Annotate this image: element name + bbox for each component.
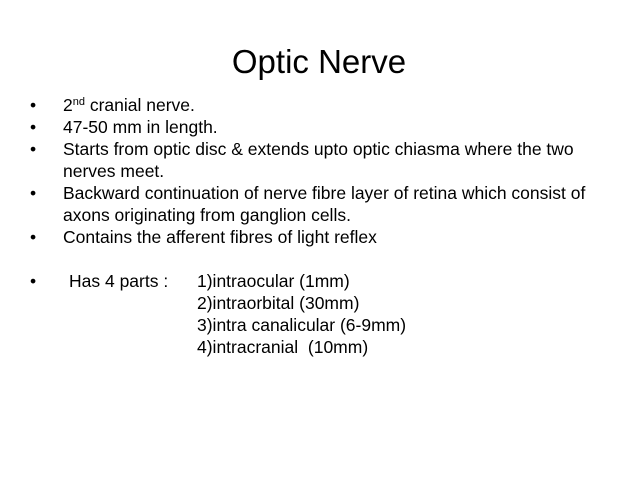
parts-list xyxy=(197,270,615,358)
part-item: 4)intracranial (10mm) xyxy=(197,337,369,357)
bullet-text: Contains the afferent fibres of light reflex xyxy=(63,227,377,247)
bullet-text-prefix: 2 xyxy=(63,95,73,115)
bullet-text: Backward continuation of nerve fibre layer of retina which consist of axons originating from ganglion cells. xyxy=(63,183,586,225)
spacer xyxy=(30,248,615,270)
list-item xyxy=(30,182,615,226)
bullet-icon: • xyxy=(30,227,37,247)
slide-title: Optic Nerve xyxy=(231,43,407,80)
part-item: 3)intra canalicular (6-9mm) xyxy=(197,315,407,335)
bullet-icon: • xyxy=(30,139,37,159)
bullet-list xyxy=(30,94,615,358)
part-item: 2)intraorbital (30mm) xyxy=(197,293,360,313)
bullet-text: Starts from optic disc & extends upto optic chiasma where the two nerves meet. xyxy=(63,139,574,181)
parts-row xyxy=(63,270,615,358)
ordinal-superscript: nd xyxy=(72,96,85,108)
list-item-parts xyxy=(30,270,615,358)
bullet-icon: • xyxy=(30,183,37,203)
bullet-icon: • xyxy=(30,271,37,291)
bullet-text-suffix: cranial nerve. xyxy=(84,95,195,115)
list-item xyxy=(30,226,615,248)
bullet-icon: • xyxy=(30,117,37,137)
bullet-text: 47-50 mm in length. xyxy=(63,117,218,137)
part-item: 1)intraocular (1mm) xyxy=(197,271,350,291)
bullet-icon: • xyxy=(30,95,37,115)
list-item xyxy=(30,94,615,116)
parts-label: Has 4 parts : xyxy=(69,271,169,291)
list-item xyxy=(30,116,615,138)
list-item xyxy=(30,138,615,182)
